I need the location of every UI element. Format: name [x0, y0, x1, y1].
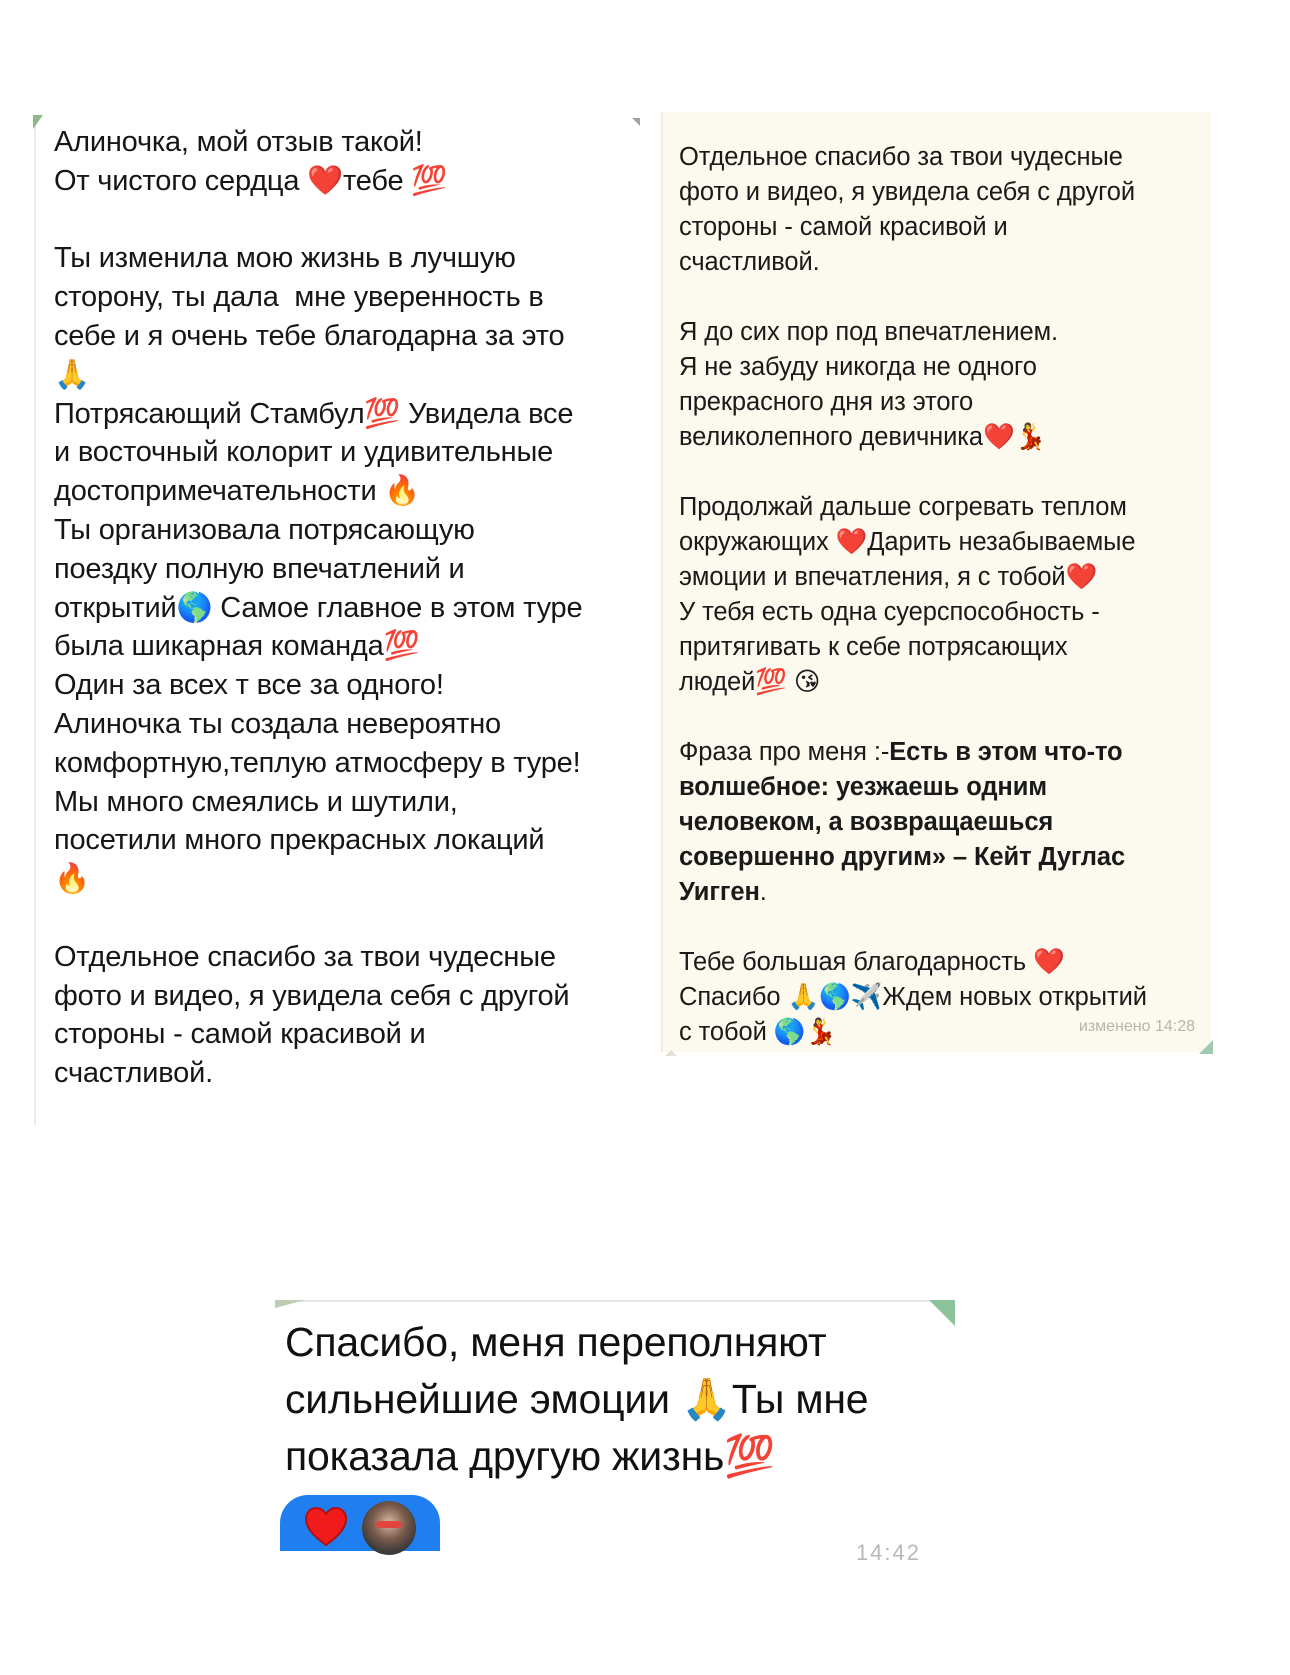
text-line: эмоции и впечатления, я с тобой❤️ — [679, 563, 1098, 591]
text-line: счастливой. — [54, 1057, 213, 1090]
text-line: комфортную,теплую атмосферу в туре! — [54, 746, 581, 779]
text-line: окружающих ❤️Дарить незабываемые — [679, 528, 1136, 556]
bubble-corner — [1199, 1040, 1213, 1054]
text-line: 🔥 — [54, 863, 90, 896]
bubble-tail — [665, 1050, 677, 1056]
quote-line — [679, 735, 1199, 770]
text-line: Тебе большая благодарность ❤️ — [679, 948, 1065, 976]
text-line: Ты организовала потрясающую — [54, 513, 475, 546]
text-line: Спасибо 🙏🌎✈️Ждем новых открытий — [679, 983, 1147, 1011]
text-line: Отдельное спасибо за твои чудесные — [54, 940, 556, 973]
message-bubble-bottom — [275, 1300, 955, 1565]
text-line: посетили много прекрасных локаций — [54, 824, 545, 857]
text-line: показала другую жизнь💯 — [285, 1433, 776, 1479]
edited-timestamp: изменено 14:28 — [1078, 1018, 1195, 1035]
text-line: Алиночка, мой отзыв такой! — [54, 126, 423, 158]
text-line: себе и я очень тебе благодарна за это — [54, 319, 565, 352]
text-line: прекрасного дня из этого — [679, 388, 974, 416]
heart-icon — [304, 1505, 348, 1549]
avatar — [362, 1501, 416, 1555]
text-line: открытий🌎 Самое главное в этом туре — [54, 591, 583, 624]
text-line: счастливой. — [679, 248, 820, 276]
text-line: Алиночка ты создала невероятно — [54, 707, 501, 740]
avatar-detail — [376, 1521, 402, 1528]
message-time: 14:42 — [855, 1540, 921, 1565]
text-line: фото и видео, я увидела себя с другой — [679, 178, 1135, 206]
text-line: поездку полную впечатлений и — [54, 552, 465, 585]
quote-line — [679, 875, 1199, 910]
text-line: У тебя есть одна суерспособность - — [679, 598, 1100, 626]
quote-text: Есть в этом что-то — [889, 738, 1123, 766]
text-line: была шикарная команда💯 — [54, 630, 420, 663]
text-line: сторону, ты дала мне уверенность в — [54, 281, 544, 314]
text-line: 🙏 — [54, 358, 90, 391]
text-line: стороны - самой красивой и — [54, 1018, 426, 1051]
bubble-tail — [33, 115, 43, 129]
text-line: Один за всех т все за одного! — [54, 669, 444, 702]
text-line: Спасибо, меня переполняют — [285, 1319, 827, 1365]
blank-line — [679, 280, 1199, 315]
bubble-tail — [275, 1300, 305, 1308]
blank-line — [679, 910, 1199, 945]
message-bubble-right — [661, 112, 1211, 1052]
text-line: стороны - самой красивой и — [679, 213, 1008, 241]
text-line: фото и видео, я увидела себя с другой — [54, 979, 570, 1012]
text-line: От чистого сердца ❤️тебе 💯 — [54, 164, 448, 197]
blank-line — [54, 201, 634, 240]
quote-prefix: Фраза про меня :- — [679, 738, 890, 766]
text-line: и восточный колорит и удивительные — [54, 436, 554, 469]
quote-text: человеком, а возвращаешься — [679, 808, 1054, 836]
quote-text: совершенно другим» – Кейт Дуглас — [679, 843, 1126, 871]
text-line: сильнейшие эмоции 🙏Ты мне — [285, 1376, 869, 1422]
quote-text: волшебное: уезжаешь одним — [679, 773, 1048, 801]
message-bubble-left — [34, 115, 634, 1125]
quote-author: Уигген — [679, 878, 760, 906]
text-line: людей💯 😘 — [679, 668, 821, 696]
message-text — [54, 123, 634, 1093]
text-line: Потрясающий Стамбул💯 Увидела все — [54, 397, 574, 430]
text-line: Я не забуду никогда не одного — [679, 353, 1037, 381]
blank-line — [679, 700, 1199, 735]
text-line: Ты изменила мою жизнь в лучшую — [54, 242, 516, 275]
message-text — [285, 1314, 955, 1485]
text-line: достопримечательности 🔥 — [54, 475, 421, 508]
blank-line — [679, 455, 1199, 490]
text-line: Продолжай дальше согревать теплом — [679, 493, 1127, 521]
text-line: Отдельное спасибо за твои чудесные — [679, 143, 1123, 171]
text-line: притягивать к себе потрясающих — [679, 633, 1068, 661]
blank-line — [54, 899, 634, 938]
text-line: с тобой 🌎💃 — [679, 1018, 838, 1046]
quote-suffix: . — [759, 878, 767, 906]
reaction-pill[interactable] — [280, 1495, 440, 1551]
text-line: великолепного девичника❤️💃 — [679, 423, 1047, 451]
text-line: Мы много смеялись и шутили, — [54, 785, 458, 818]
text-line: Я до сих пор под впечатлением. — [679, 318, 1059, 346]
bubble-tail — [632, 118, 640, 126]
message-text — [679, 140, 1199, 735]
